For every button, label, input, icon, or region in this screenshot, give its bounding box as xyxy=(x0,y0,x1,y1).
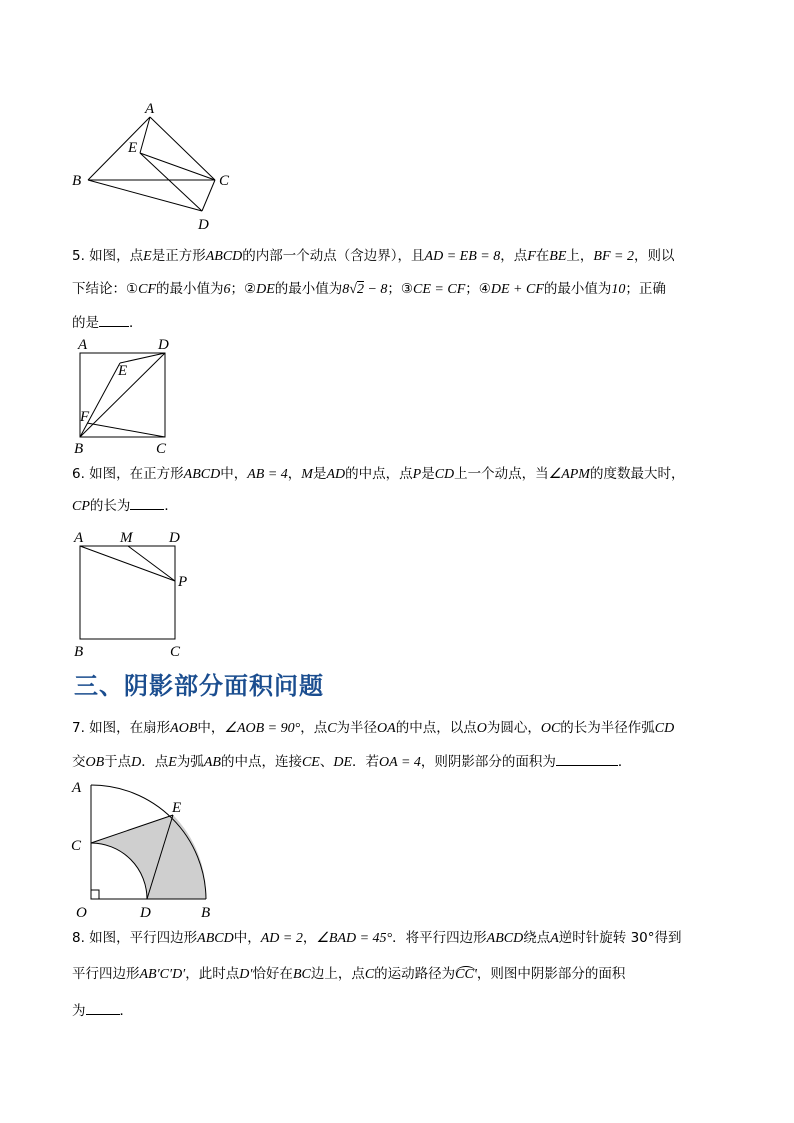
answer-blank-8[interactable] xyxy=(86,1000,120,1015)
answer-blank-7[interactable] xyxy=(556,751,618,766)
problem-8-line-2: 平行四边形AB′C′D′，此时点D′恰好在BC边上，点C的运动路径为CC′，则图中阴影部分的面积 xyxy=(72,966,626,982)
problem-8-line-1: 8. 如图，平行四边形ABCD中，AD = 2，∠BAD = 45°．将平行四边形ABCD绕点A逆时针旋转 30°得到 xyxy=(72,930,682,946)
label-d: D xyxy=(198,217,209,233)
section-heading: 三、阴影部分面积问题 xyxy=(74,672,324,700)
problem-7-line-2: 交OB于点D．点E为弧AB的中点，连接CE、DE．若OA = 4，则阴影部分的面积为 ． xyxy=(72,751,732,773)
label-f: F xyxy=(80,409,90,425)
label-a: A xyxy=(145,101,155,117)
problem-6-line-1: 6. 如图，在正方形ABCD中，AB = 4，M是AD的中点，点P是CD上一个动点，当∠APM的度数最大时， xyxy=(72,466,685,482)
label-a: A xyxy=(74,530,84,546)
problem-6 xyxy=(72,464,732,517)
label-a: A xyxy=(72,780,82,796)
sqrt-sign: √ xyxy=(349,282,357,297)
label-o: O xyxy=(76,905,87,921)
label-a: A xyxy=(78,337,88,353)
label-c: C xyxy=(219,173,230,189)
label-e: E xyxy=(128,140,138,156)
label-c: C xyxy=(156,441,167,457)
problem-8 xyxy=(72,928,732,1021)
label-b: B xyxy=(74,441,84,457)
arc-notation: CC′ xyxy=(455,967,477,982)
figure-square-5 xyxy=(68,333,178,458)
label-c: C xyxy=(71,838,82,854)
label-m: M xyxy=(120,530,133,546)
problem-5 xyxy=(72,246,732,333)
label-d: D xyxy=(169,530,180,546)
problem-7 xyxy=(72,718,732,773)
problem-5-line-1: 5. 如图，点E是正方形ABCD的内部一个动点（含边界），且AD = EB = 8，点F在BE上，BF = 2，则以 xyxy=(72,248,675,264)
shaded-region xyxy=(91,815,206,899)
answer-blank-6[interactable] xyxy=(130,495,164,510)
label-d: D xyxy=(140,905,151,921)
label-d: D xyxy=(158,337,169,353)
label-b: B xyxy=(72,173,82,189)
figure-sector-7 xyxy=(66,775,226,923)
problem-7-line-1: 7. 如图，在扇形AOB中，∠AOB = 90°，点C为半径OA的中点，以点O为圆心，OC的长为半径作弧CD xyxy=(72,720,675,736)
figure-triangle-abcde xyxy=(60,95,240,235)
problem-5-line-3: 的是 ． xyxy=(72,312,732,333)
problem-5-line-2: 下结论：①CF的最小值为6；②DE的最小值为8√2 − 8；③CE = CF；④DE + CF的最小值为10；正确 xyxy=(72,281,666,297)
label-e: E xyxy=(118,363,128,379)
label-b: B xyxy=(74,644,84,660)
label-e: E xyxy=(172,800,182,816)
label-c: C xyxy=(170,644,181,660)
problem-8-line-3: 为 ． xyxy=(72,1000,732,1021)
label-b: B xyxy=(201,905,211,921)
answer-blank-5[interactable] xyxy=(99,312,129,327)
label-p: P xyxy=(178,574,188,590)
figure-square-6 xyxy=(68,526,198,661)
problem-6-line-2: CP的长为 ． xyxy=(72,495,732,517)
